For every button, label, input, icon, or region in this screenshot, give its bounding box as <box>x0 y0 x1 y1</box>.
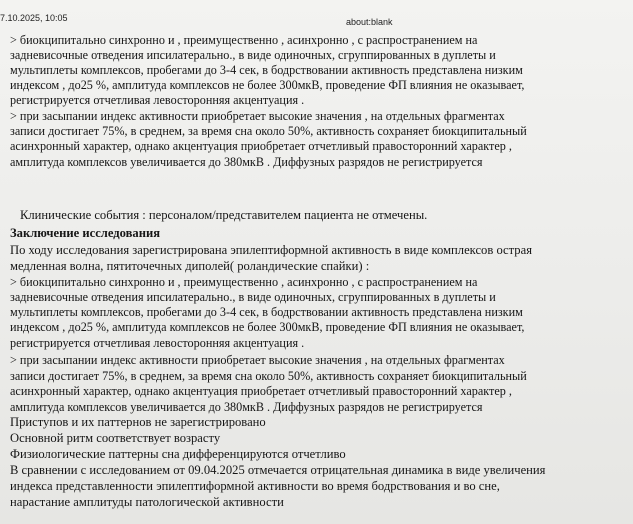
print-datetime: 7.10.2025, 10:05 <box>0 13 68 23</box>
conclusion-line: медленная волна, пятиточечных диполей( роландические спайки) : <box>10 259 370 273</box>
conclusion-line: задневисочные отведения ипсилатерально., в виде одиночных, сгруппированных в дуплеты и <box>10 290 496 304</box>
conclusion-line: записи достигает 75%, в среднем, за время сна около 50%, активность сохраняет биокципитальный <box>10 369 527 383</box>
conclusion-line: амплитуда комплексов увеличивается до 380мкВ . Диффузных разрядов не регистрируется <box>10 400 483 414</box>
conclusion-heading: Заключение исследования <box>10 226 161 240</box>
report-line: амплитуда комплексов увеличивается до 380мкВ . Диффузных разрядов не регистрируется <box>10 155 483 169</box>
conclusion-line: > при засыпании индекс активности приобретает высокие значения , на отдельных фрагментах <box>10 353 505 367</box>
report-line: > биокципитально синхронно и , преимущественно , асинхронно , с распространением на <box>10 33 478 47</box>
conclusion-line: нарастание амплитуды патологической активности <box>10 495 284 509</box>
conclusion-line: асинхронный характер, однако акцентуация приобретает отчетливый правосторонний характер , <box>10 384 512 398</box>
conclusion-line: > биокципитально синхронно и , преимущественно , асинхронно , с распространением на <box>10 275 478 289</box>
report-line: асинхронный характер, однако акцентуация приобретает отчетливый правосторонний характер , <box>10 139 512 153</box>
report-line: мультиплеты комплексов, пробегами до 3-4 сек, в бодрствовании активность представлена низким <box>10 63 523 77</box>
conclusion-line: Основной ритм соответствует возрасту <box>10 431 221 445</box>
report-line: индексом , до25 %, амплитуда комплексов не более 300мкВ, проведение ФП влияния не оказывает, <box>10 78 525 92</box>
conclusion-line: мультиплеты комплексов, пробегами до 3-4 сек, в бодрствовании активность представлена низким <box>10 305 523 319</box>
conclusion-line: Физиологические паттерны сна дифференцируются отчетливо <box>10 447 346 461</box>
print-url: about:blank <box>346 17 393 27</box>
conclusion-line: По ходу исследования зарегистрирована эпилептиформной активность в виде комплексов острая <box>10 243 532 257</box>
report-line: задневисочные отведения ипсилатерально., в виде одиночных, сгруппированных в дуплеты и <box>10 48 496 62</box>
report-line: > при засыпании индекс активности приобретает высокие значения , на отдельных фрагментах <box>10 109 505 123</box>
conclusion-line: индекса представленности эпилептиформной активности во время бодрствования и во сне, <box>10 479 500 493</box>
clinical-events: Клинические события : персоналом/представителем пациента не отмечены. <box>20 208 428 222</box>
report-line: регистрируется отчетливая левосторонняя акцентуация . <box>10 93 305 107</box>
conclusion-line: В сравнении с исследованием от 09.04.2025 отмечается отрицательная динамика в виде увеличения <box>10 463 546 477</box>
conclusion-line: регистрируется отчетливая левосторонняя акцентуация . <box>10 336 305 350</box>
conclusion-line: Приступов и их паттернов не зарегистрировано <box>10 415 266 429</box>
conclusion-line: индексом , до25 %, амплитуда комплексов не более 300мкВ, проведение ФП влияния не оказывает, <box>10 320 525 334</box>
report-line: записи достигает 75%, в среднем, за время сна около 50%, активность сохраняет биокципитальный <box>10 124 527 138</box>
